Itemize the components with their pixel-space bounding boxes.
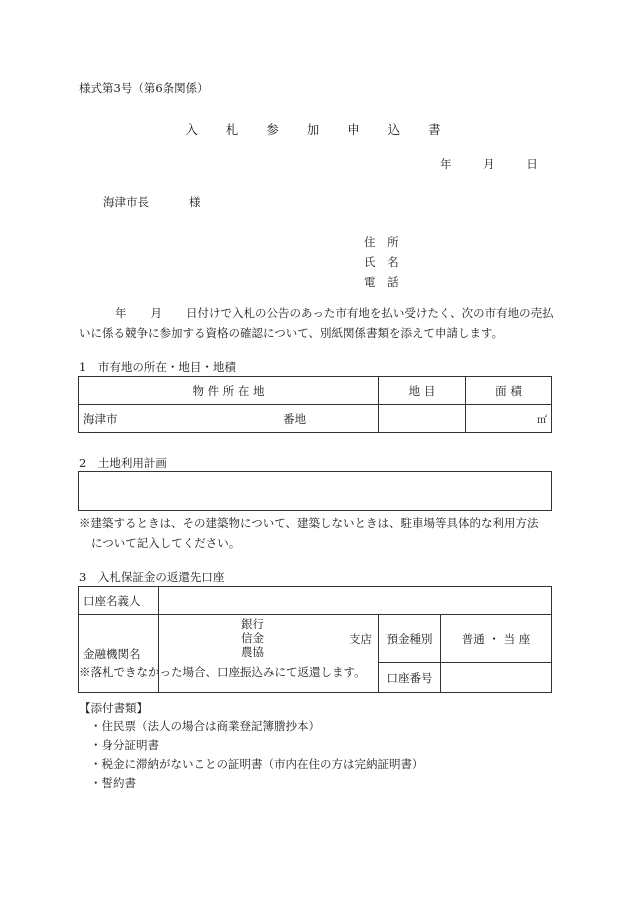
addressee-honorific: 様 (189, 195, 201, 209)
city-label: 海津市 (83, 411, 118, 426)
attachment-item: ・税金に滞納がないことの証明書（市内在住の方は完納証明書） (90, 757, 424, 771)
intro-text: 日付けで入札の公告のあった市有地を払い受けたく、次の市有地の売払いに係る競争に参加する資格の確認について、別紙関係書類を添えて申請します。 (79, 306, 554, 340)
attachments-list (90, 717, 424, 793)
header-area: 面 積 (466, 377, 552, 405)
intro-month: 月 (150, 306, 162, 320)
bank-name-label: 金融機関名 (79, 615, 159, 693)
account-number-cell[interactable] (441, 663, 552, 693)
section3-heading: 3 入札保証金の返還先口座 (79, 570, 225, 584)
date-year: 年 (440, 157, 452, 171)
attachment-item: ・住民票（法人の場合は商業登記簿謄抄本） (90, 719, 320, 733)
addressee (103, 194, 201, 210)
applicant-address-label: 住 所 (364, 235, 403, 249)
account-holder-label: 口座名義人 (79, 587, 159, 615)
section2-note-line1: ※建築するときは、その建築物について、建築しないときは、駐車場等具体的な利用方法 (79, 516, 539, 530)
applicant-name-label: 氏 名 (364, 255, 403, 269)
intro-paragraph (79, 303, 559, 343)
account-holder-cell[interactable] (159, 587, 552, 615)
date-day: 日 (526, 157, 538, 171)
deposit-type-value[interactable]: 普通 ・ 当 座 (441, 615, 552, 663)
property-table (78, 376, 552, 433)
addressee-name: 海津市長 (103, 195, 149, 209)
deposit-type-label: 預金種別 (379, 615, 441, 663)
attachment-item: ・誓約書 (90, 776, 136, 790)
area-unit: ㎡ (537, 415, 547, 426)
land-type-cell[interactable] (379, 405, 466, 433)
header-location: 物 件 所 在 地 (79, 377, 379, 405)
account-number-label: 口座番号 (379, 663, 441, 693)
section2-heading: 2 土地利用計画 (79, 456, 167, 470)
attachment-item: ・身分証明書 (90, 738, 159, 752)
date-month: 月 (483, 157, 495, 171)
location-cell[interactable] (79, 405, 379, 433)
header-land-type: 地 目 (379, 377, 466, 405)
intro-year: 年 (115, 306, 127, 320)
bank-type-shinkin: 信金 (241, 631, 264, 645)
lot-label: 番地 (283, 411, 307, 426)
land-use-plan-box[interactable] (78, 471, 552, 511)
bank-types (241, 617, 264, 659)
bank-type-nokyo: 農協 (241, 645, 264, 659)
area-cell[interactable] (466, 405, 552, 433)
section3-note: ※落札できなかった場合、口座振込みにて返還します。 (79, 665, 366, 679)
section2-note (79, 513, 539, 553)
branch-label: 支店 (349, 632, 372, 646)
applicant-phone-label: 電 話 (364, 275, 403, 289)
attachments-heading: 【添付書類】 (79, 701, 148, 715)
date-line (440, 156, 538, 172)
form-number: 様式第3号（第6条関係） (79, 81, 209, 95)
document-title: 入 札 参 加 申 込 書 (185, 122, 453, 137)
section2-note-line2: について記入してください。 (91, 536, 241, 550)
applicant-block (364, 232, 403, 292)
section1-heading: 1 市有地の所在・地目・地積 (79, 360, 236, 374)
bank-type-bank: 銀行 (241, 617, 264, 631)
